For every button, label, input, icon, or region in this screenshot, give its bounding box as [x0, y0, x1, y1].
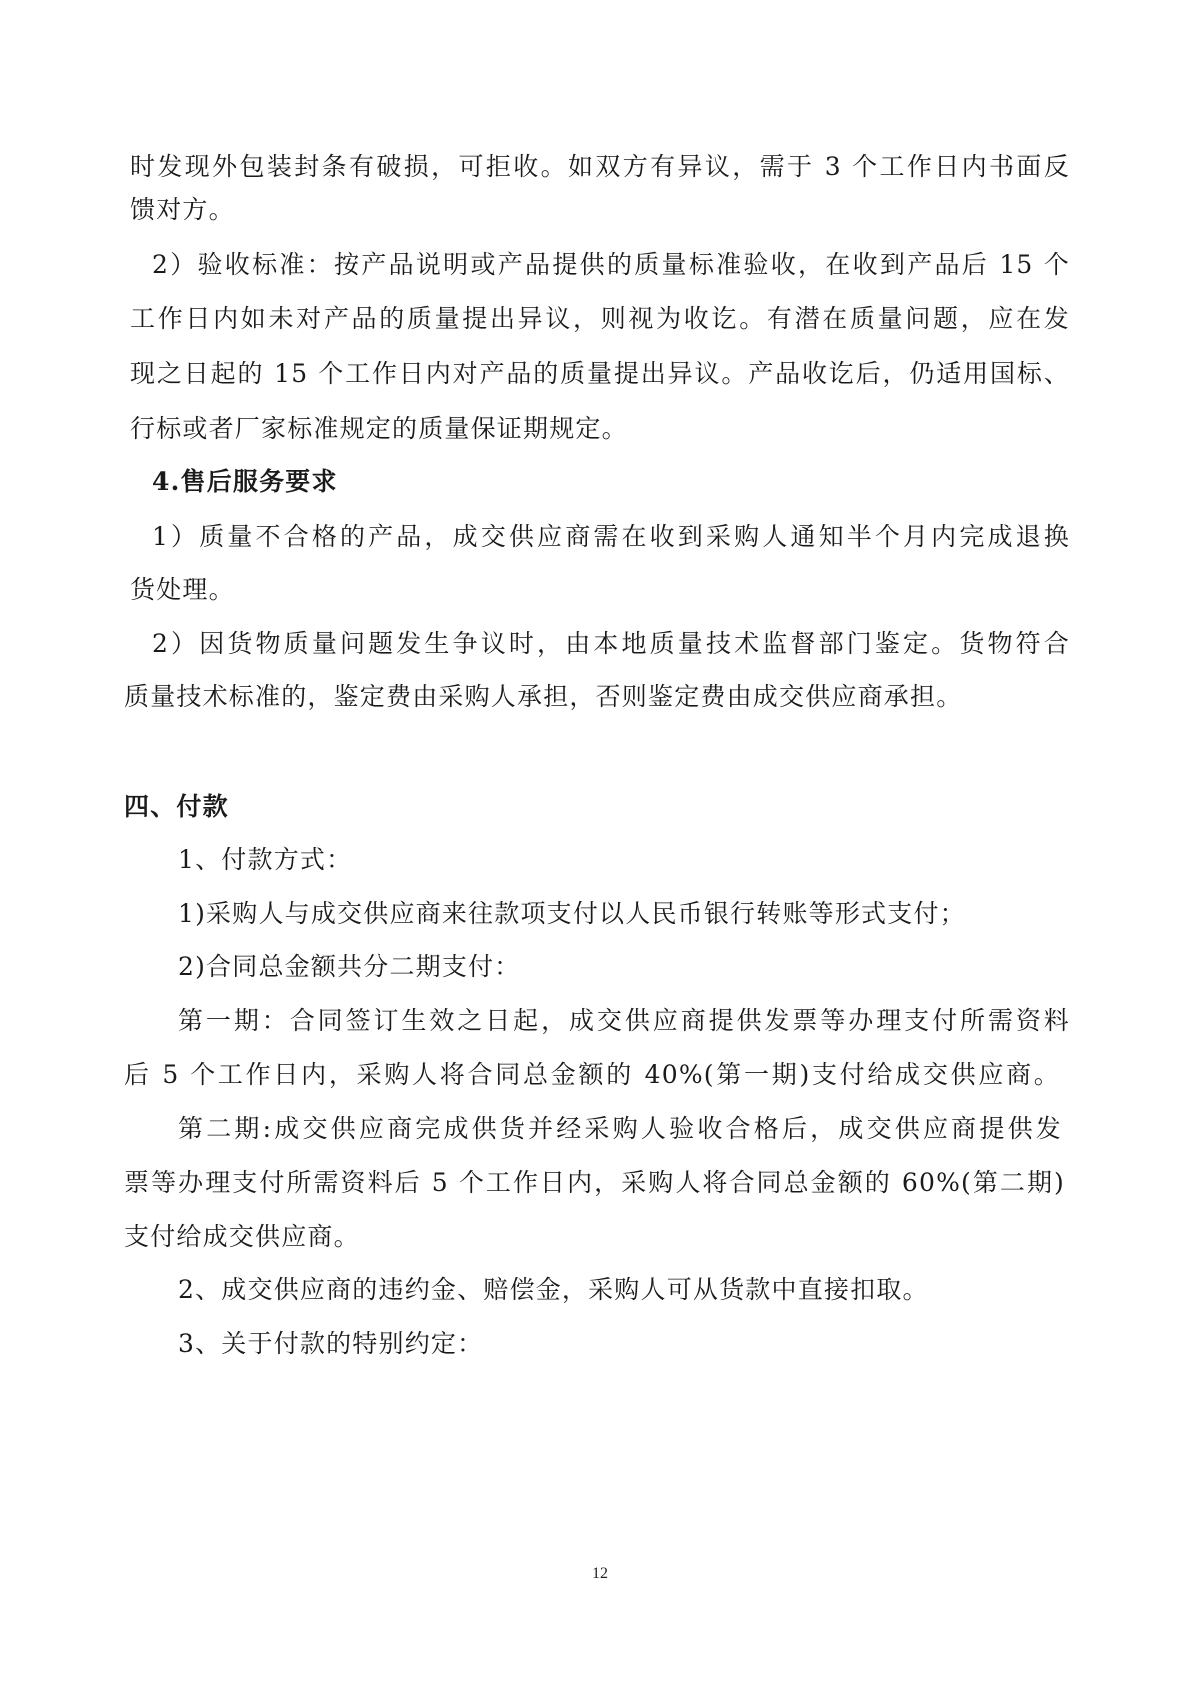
body-line: 第二期:成交供应商完成供货并经采购人验收合格后，成交供应商提供发	[178, 1114, 1062, 1143]
body-line: 行标或者厂家标准规定的质量保证期规定。	[130, 414, 628, 443]
body-line: 货处理。	[130, 575, 235, 604]
body-line: 工作日内如未对产品的质量提出异议，则视为收讫。有潜在质量问题，应在发	[130, 304, 1070, 333]
body-line: 3、关于付款的特别约定：	[178, 1329, 484, 1358]
body-line: 票等办理支付所需资料后 5 个工作日内，采购人将合同总金额的 60%(第二期)	[124, 1168, 1065, 1197]
body-line: 1）质量不合格的产品，成交供应商需在收到采购人通知半个月内完成退换	[152, 522, 1070, 551]
section-heading: 4.售后服务要求	[152, 467, 338, 496]
body-line: 2、成交供应商的违约金、赔偿金，采购人可从货款中直接扣取。	[178, 1275, 929, 1304]
body-line: 2）因货物质量问题发生争议时，由本地质量技术监督部门鉴定。货物符合	[152, 629, 1070, 658]
body-line: 馈对方。	[130, 195, 235, 224]
body-line: 1)采购人与成交供应商来往款项支付以人民币银行转账等形式支付；	[178, 899, 966, 928]
page-number: 12	[592, 1565, 608, 1582]
body-line: 支付给成交供应商。	[124, 1222, 360, 1251]
chapter-heading: 四、付款	[124, 792, 229, 821]
body-line: 2）验收标准：按产品说明或产品提供的质量标准验收，在收到产品后 15 个	[152, 250, 1070, 279]
body-line: 时发现外包装封条有破损，可拒收。如双方有异议，需于 3 个工作日内书面反	[130, 152, 1070, 181]
body-line: 2)合同总金额共分二期支付：	[178, 952, 521, 981]
body-line: 现之日起的 15 个工作日内对产品的质量提出异议。产品收讫后，仍适用国标、	[130, 359, 1070, 388]
body-line: 后 5 个工作日内，采购人将合同总金额的 40%(第一期)支付给成交供应商。	[124, 1060, 1060, 1089]
body-line: 第一期：合同签订生效之日起，成交供应商提供发票等办理支付所需资料	[178, 1006, 1070, 1035]
body-line: 质量技术标准的，鉴定费由采购人承担，否则鉴定费由成交供应商承担。	[124, 682, 963, 711]
body-line: 1、付款方式：	[178, 845, 353, 874]
